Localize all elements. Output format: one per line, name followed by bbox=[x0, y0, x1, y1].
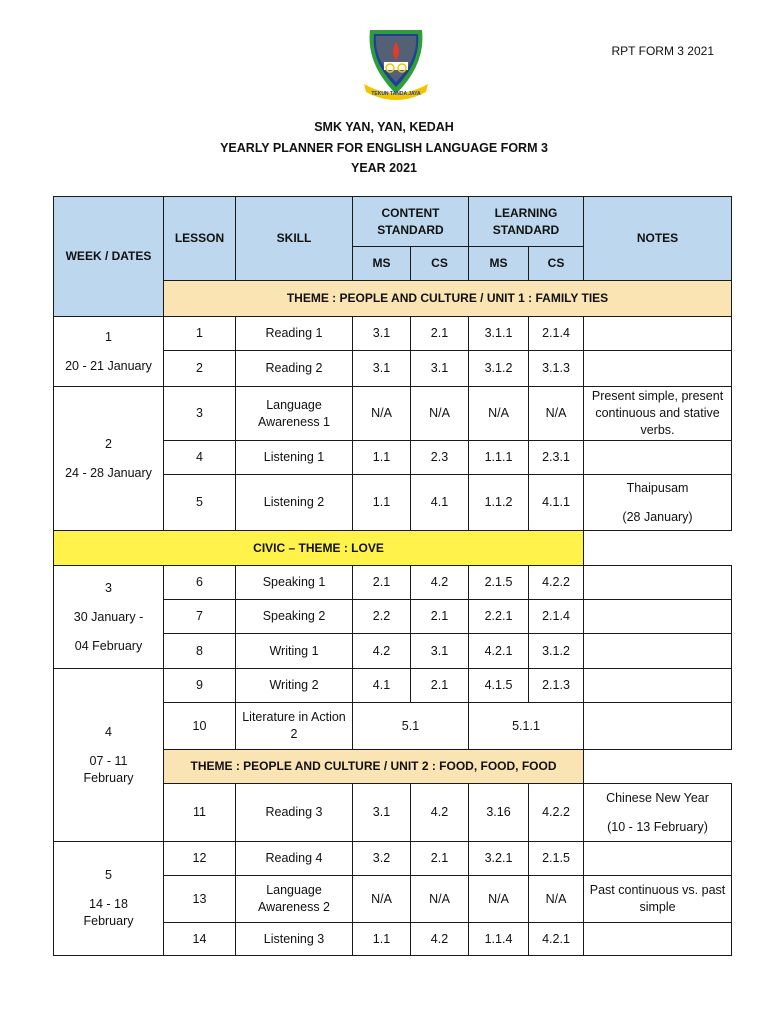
notes bbox=[584, 475, 732, 531]
learning-standard-merged: 5.1.1 bbox=[469, 703, 584, 750]
notes: Present simple, present continuous and stative verbs. bbox=[584, 387, 732, 441]
header-content-standard: CONTENT STANDARD bbox=[353, 197, 469, 247]
learning-cs: 2.1.5 bbox=[529, 842, 584, 876]
skill: Language Awareness 1 bbox=[236, 387, 353, 441]
learning-cs: 4.2.1 bbox=[529, 923, 584, 956]
lesson-number: 7 bbox=[164, 600, 236, 634]
notes: Past continuous vs. past simple bbox=[584, 876, 732, 923]
table-row bbox=[54, 842, 732, 876]
lesson-number: 12 bbox=[164, 842, 236, 876]
week-dates-line1: 07 - 11 bbox=[89, 753, 128, 768]
document-reference: RPT FORM 3 2021 bbox=[611, 44, 714, 58]
content-cs: 2.3 bbox=[411, 441, 469, 475]
week-dates-line2: 04 February bbox=[74, 638, 143, 653]
skill: Language Awareness 2 bbox=[236, 876, 353, 923]
content-cs: 2.1 bbox=[411, 317, 469, 351]
week-dates-line1: 30 January - bbox=[73, 609, 144, 624]
document-titles bbox=[0, 117, 768, 179]
notes bbox=[584, 566, 732, 600]
content-ms: 2.1 bbox=[353, 566, 411, 600]
notes-holiday-date: (10 - 13 February) bbox=[607, 819, 708, 834]
content-ms: 3.1 bbox=[353, 351, 411, 387]
notes-holiday: Thaipusam bbox=[626, 480, 689, 495]
week-cell bbox=[54, 669, 164, 842]
skill: Reading 1 bbox=[236, 317, 353, 351]
skill: Reading 3 bbox=[236, 784, 353, 842]
skill: Speaking 2 bbox=[236, 600, 353, 634]
notes bbox=[584, 351, 732, 387]
header-content-ms: MS bbox=[353, 247, 411, 281]
notes bbox=[584, 669, 732, 703]
lesson-number: 4 bbox=[164, 441, 236, 475]
yearly-planner-table bbox=[53, 196, 732, 956]
school-name: SMK YAN, YAN, KEDAH bbox=[314, 120, 454, 134]
learning-ms: 3.2.1 bbox=[469, 842, 529, 876]
notes bbox=[584, 317, 732, 351]
table-row bbox=[54, 317, 732, 351]
content-cs: 4.2 bbox=[411, 566, 469, 600]
skill: Reading 4 bbox=[236, 842, 353, 876]
lesson-number: 10 bbox=[164, 703, 236, 750]
table-row bbox=[54, 387, 732, 441]
theme-banner-unit2: THEME : PEOPLE AND CULTURE / UNIT 2 : FOOD, FOOD, FOOD bbox=[164, 750, 584, 784]
lesson-number: 13 bbox=[164, 876, 236, 923]
lesson-number: 11 bbox=[164, 784, 236, 842]
notes bbox=[584, 441, 732, 475]
content-cs: 3.1 bbox=[411, 634, 469, 669]
planner-title: YEARLY PLANNER FOR ENGLISH LANGUAGE FORM 3 bbox=[220, 140, 548, 155]
skill: Literature in Action 2 bbox=[236, 703, 353, 750]
notes bbox=[584, 784, 732, 842]
header-learning-cs: CS bbox=[529, 247, 584, 281]
learning-cs: N/A bbox=[529, 387, 584, 441]
week-number: 5 bbox=[105, 868, 112, 882]
learning-cs: 3.1.3 bbox=[529, 351, 584, 387]
learning-ms: N/A bbox=[469, 876, 529, 923]
header-lesson: LESSON bbox=[164, 197, 236, 281]
lesson-number: 8 bbox=[164, 634, 236, 669]
learning-cs: 2.3.1 bbox=[529, 441, 584, 475]
content-cs: 3.1 bbox=[411, 351, 469, 387]
content-ms: 4.2 bbox=[353, 634, 411, 669]
week-cell bbox=[54, 566, 164, 669]
learning-ms: 2.2.1 bbox=[469, 600, 529, 634]
content-cs: 4.2 bbox=[411, 784, 469, 842]
learning-ms: 3.1.1 bbox=[469, 317, 529, 351]
table-row bbox=[54, 566, 732, 600]
theme-banner-unit1: THEME : PEOPLE AND CULTURE / UNIT 1 : FAMILY TIES bbox=[164, 281, 732, 317]
learning-cs: 2.1.4 bbox=[529, 317, 584, 351]
learning-cs: 2.1.3 bbox=[529, 669, 584, 703]
learning-cs: 2.1.4 bbox=[529, 600, 584, 634]
lesson-number: 3 bbox=[164, 387, 236, 441]
lesson-number: 6 bbox=[164, 566, 236, 600]
learning-ms: 4.2.1 bbox=[469, 634, 529, 669]
header-learning-ms: MS bbox=[469, 247, 529, 281]
lesson-number: 2 bbox=[164, 351, 236, 387]
skill: Listening 1 bbox=[236, 441, 353, 475]
week-cell bbox=[54, 387, 164, 531]
week-number: 1 bbox=[105, 329, 112, 344]
skill: Reading 2 bbox=[236, 351, 353, 387]
content-cs: 2.1 bbox=[411, 669, 469, 703]
content-cs: 2.1 bbox=[411, 842, 469, 876]
lesson-number: 9 bbox=[164, 669, 236, 703]
notes bbox=[584, 703, 732, 750]
notes bbox=[584, 600, 732, 634]
learning-ms: 1.1.2 bbox=[469, 475, 529, 531]
content-cs: 4.1 bbox=[411, 475, 469, 531]
planner-year: YEAR 2021 bbox=[350, 161, 417, 175]
week-cell bbox=[54, 842, 164, 956]
skill: Speaking 1 bbox=[236, 566, 353, 600]
civic-theme-banner: CIVIC – THEME : LOVE bbox=[54, 531, 584, 566]
week-number: 4 bbox=[105, 724, 112, 739]
learning-ms: N/A bbox=[469, 387, 529, 441]
notes bbox=[584, 634, 732, 669]
learning-ms: 1.1.1 bbox=[469, 441, 529, 475]
learning-cs: 4.2.2 bbox=[529, 566, 584, 600]
week-dates: 20 - 21 January bbox=[65, 358, 152, 373]
skill: Writing 2 bbox=[236, 669, 353, 703]
content-ms: 1.1 bbox=[353, 475, 411, 531]
content-ms: 3.2 bbox=[353, 842, 411, 876]
content-cs: 4.2 bbox=[411, 923, 469, 956]
learning-ms: 3.16 bbox=[469, 784, 529, 842]
week-number: 2 bbox=[105, 436, 112, 451]
week-dates-line2: February bbox=[83, 770, 134, 785]
notes bbox=[584, 842, 732, 876]
week-dates-line2: February bbox=[83, 914, 134, 928]
week-cell bbox=[54, 317, 164, 387]
header-skill: SKILL bbox=[236, 197, 353, 281]
content-ms: 2.2 bbox=[353, 600, 411, 634]
learning-ms: 4.1.5 bbox=[469, 669, 529, 703]
content-ms: 3.1 bbox=[353, 784, 411, 842]
header-learning-standard: LEARNING STANDARD bbox=[469, 197, 584, 247]
learning-cs: 4.1.1 bbox=[529, 475, 584, 531]
week-dates: 24 - 28 January bbox=[65, 465, 152, 480]
content-ms: 1.1 bbox=[353, 441, 411, 475]
notes bbox=[584, 923, 732, 956]
content-ms: N/A bbox=[353, 876, 411, 923]
content-cs: N/A bbox=[411, 876, 469, 923]
lesson-number: 14 bbox=[164, 923, 236, 956]
logo-motto: TEKUN TANDA JAYA bbox=[371, 91, 421, 97]
learning-cs: N/A bbox=[529, 876, 584, 923]
content-cs: N/A bbox=[411, 387, 469, 441]
learning-cs: 4.2.2 bbox=[529, 784, 584, 842]
content-ms: N/A bbox=[353, 387, 411, 441]
header-notes: NOTES bbox=[584, 197, 732, 281]
learning-ms: 1.1.4 bbox=[469, 923, 529, 956]
lesson-number: 1 bbox=[164, 317, 236, 351]
header-content-cs: CS bbox=[411, 247, 469, 281]
content-standard-merged: 5.1 bbox=[353, 703, 469, 750]
week-dates-line1: 14 - 18 bbox=[89, 897, 128, 911]
content-cs: 2.1 bbox=[411, 600, 469, 634]
notes-holiday: Chinese New Year bbox=[606, 790, 709, 805]
skill: Writing 1 bbox=[236, 634, 353, 669]
notes-holiday-date: (28 January) bbox=[622, 509, 693, 524]
learning-ms: 3.1.2 bbox=[469, 351, 529, 387]
skill: Listening 2 bbox=[236, 475, 353, 531]
school-crest-logo bbox=[360, 24, 432, 106]
learning-cs: 3.1.2 bbox=[529, 634, 584, 669]
week-number: 3 bbox=[105, 580, 112, 595]
lesson-number: 5 bbox=[164, 475, 236, 531]
content-ms: 4.1 bbox=[353, 669, 411, 703]
skill: Listening 3 bbox=[236, 923, 353, 956]
learning-ms: 2.1.5 bbox=[469, 566, 529, 600]
content-ms: 3.1 bbox=[353, 317, 411, 351]
content-ms: 1.1 bbox=[353, 923, 411, 956]
table-row bbox=[54, 669, 732, 703]
header-week-dates: WEEK / DATES bbox=[54, 197, 164, 317]
